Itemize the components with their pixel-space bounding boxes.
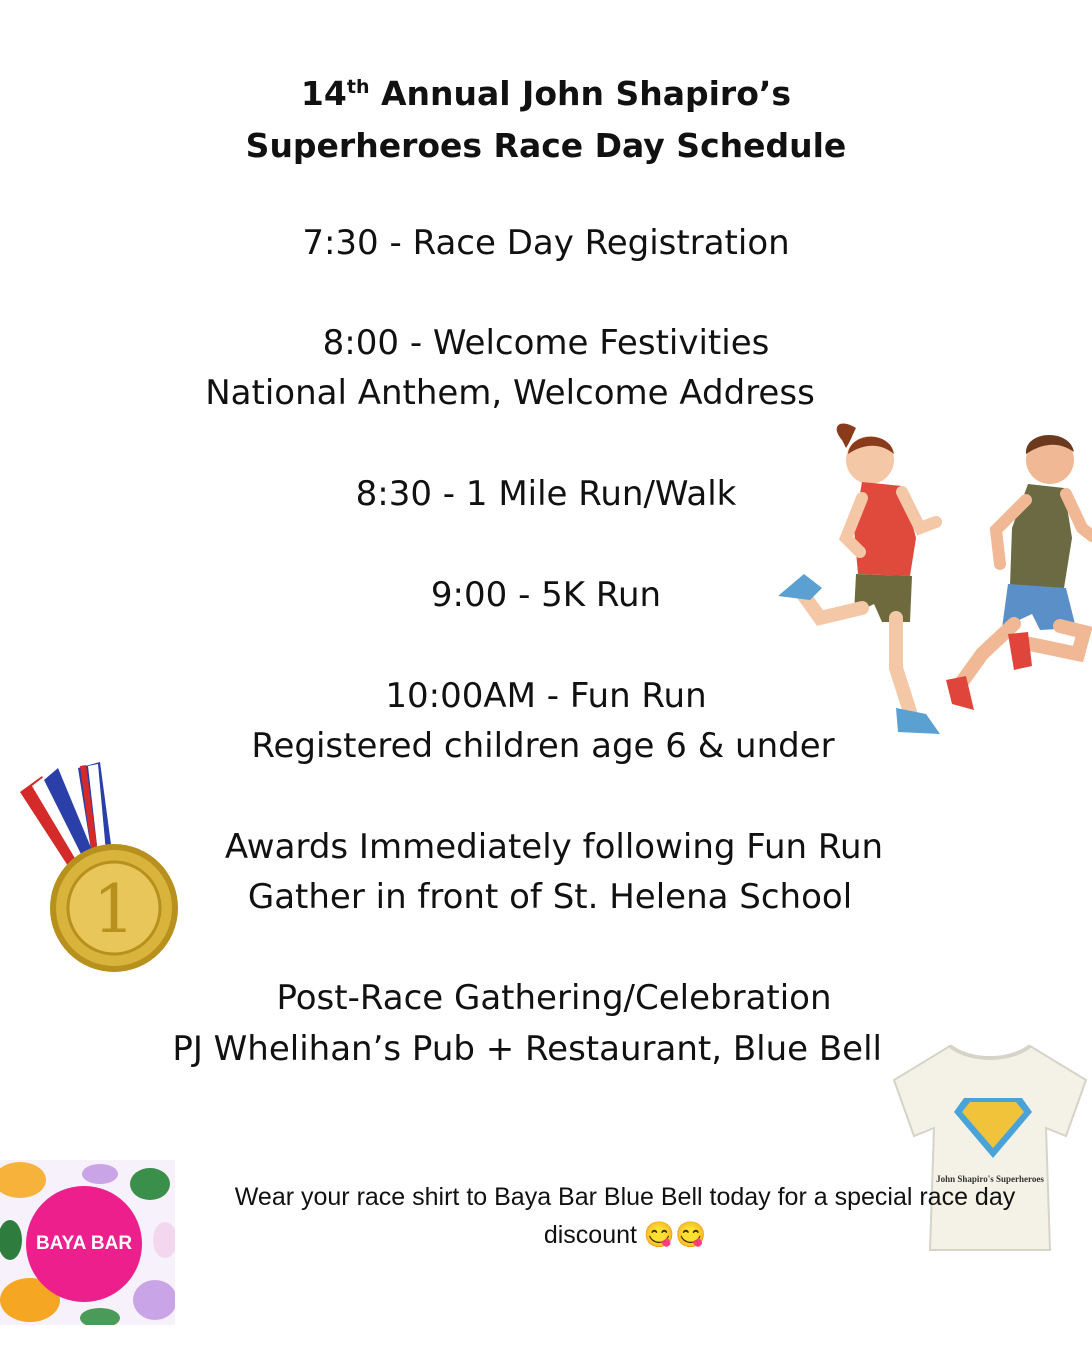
- schedule-5k: 9:00 - 5K Run: [430, 575, 662, 615]
- gold-medal-icon: [18, 760, 183, 975]
- schedule-fun-run-detail: Registered children age 6 & under: [251, 726, 835, 766]
- title-ordinal-suffix: th: [346, 76, 370, 98]
- baya-bar-name: BAYA BAR: [35, 1233, 133, 1254]
- page-title: [0, 68, 1092, 172]
- schedule-mile-run: 8:30 - 1 Mile Run/Walk: [355, 474, 737, 514]
- schedule-registration: 7:30 - Race Day Registration: [302, 223, 790, 263]
- schedule-fun-run: 10:00AM - Fun Run: [385, 676, 707, 716]
- schedule-post-race: Post-Race Gathering/Celebration: [276, 978, 832, 1018]
- schedule-welcome-detail: National Anthem, Welcome Address: [205, 373, 815, 413]
- baya-bar-badge: [26, 1186, 142, 1302]
- title-number: 14: [300, 74, 347, 113]
- title-line-1: [0, 68, 1092, 120]
- schedule-post-race-location: PJ Whelihan’s Pub + Restaurant, Blue Bell: [172, 1029, 882, 1069]
- schedule-welcome: 8:00 - Welcome Festivities: [322, 323, 770, 363]
- title-line-2: Superheroes Race Day Schedule: [245, 126, 847, 165]
- title-line1-rest: Annual John Shapiro’s: [369, 74, 792, 113]
- promo-note: Wear your race shirt to Baya Bar Blue Bell today for a special race day discount 😋😋: [234, 1183, 1016, 1249]
- medal-numeral: 1: [93, 871, 135, 948]
- shirt-logo-text: John Shapiro's Superheroes: [936, 1174, 1044, 1184]
- schedule-awards: Awards Immediately following Fun Run: [224, 827, 884, 867]
- baya-bar-logo: [0, 1160, 175, 1325]
- runners-illustration: [770, 418, 1092, 750]
- schedule-awards-location: Gather in front of St. Helena School: [247, 877, 853, 917]
- runner-woman: [778, 424, 940, 734]
- runner-man: [946, 435, 1092, 710]
